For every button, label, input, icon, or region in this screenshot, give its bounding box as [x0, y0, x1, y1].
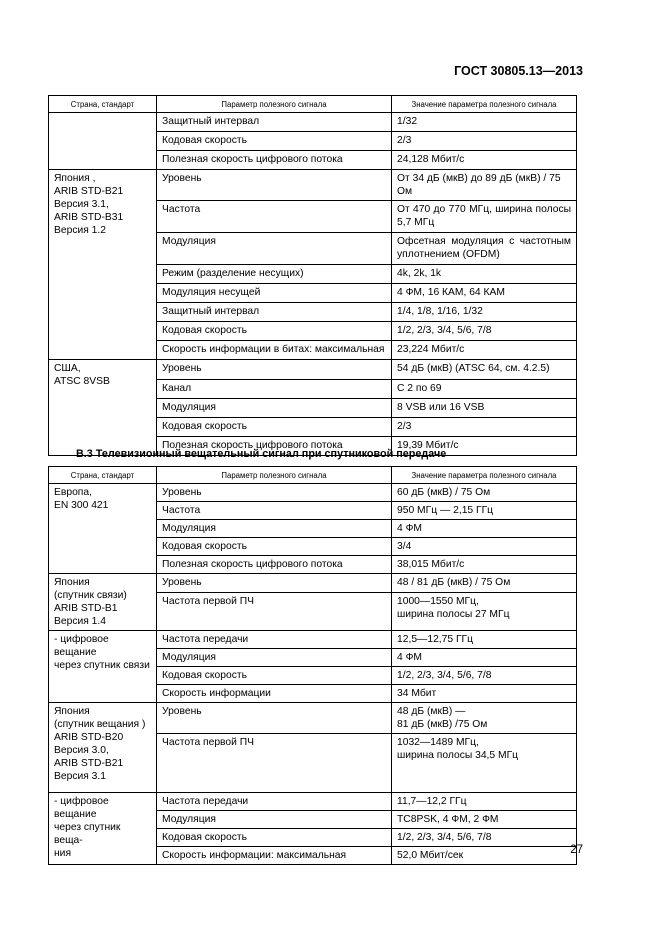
table-row — [49, 360, 577, 380]
value-cell: Офсетная модуляция с частотным уплотнением (OFDM) — [392, 233, 577, 265]
value-cell: 4k, 2k, 1k — [392, 265, 577, 284]
parameter-cell: Модуляция несущей — [157, 284, 392, 303]
value-cell: 48 дБ (мкВ) — 81 дБ (мкВ) /75 Ом — [392, 703, 577, 734]
value-cell: TC8PSK, 4 ФМ, 2 ФМ — [392, 811, 577, 829]
value-cell: От 34 дБ (мкВ) до 89 дБ (мкВ) / 75 Ом — [392, 170, 577, 201]
parameter-cell: Частота первой ПЧ — [157, 734, 392, 793]
parameter-cell: Модуляция — [157, 399, 392, 418]
table-header-row — [49, 96, 577, 113]
value-cell: 1/2, 2/3, 3/4, 5/6, 7/8 — [392, 829, 577, 847]
value-cell: 3/4 — [392, 538, 577, 556]
value-cell: 1/2, 2/3, 3/4, 5/6, 7/8 — [392, 322, 577, 341]
parameter-cell: Полезная скорость цифрового потока — [157, 437, 392, 456]
table-row — [49, 574, 577, 593]
parameter-cell: Канал — [157, 380, 392, 399]
table-row — [49, 631, 577, 649]
value-cell: 4 ФМ, 16 КАМ, 64 КАМ — [392, 284, 577, 303]
column-header: Значение параметра полезного сигнала — [392, 96, 577, 113]
value-cell: 950 МГц — 2,15 ГГц — [392, 502, 577, 520]
parameter-cell: Частота первой ПЧ — [157, 592, 392, 630]
value-cell: 2/3 — [392, 132, 577, 151]
section-title: В.3 Телевизионный вещательный сигнал при спутниковой передаче — [76, 448, 447, 460]
parameter-cell: Скорость информации — [157, 685, 392, 703]
parameter-cell: Кодовая скорость — [157, 132, 392, 151]
parameter-cell: Уровень — [157, 360, 392, 380]
parameter-cell: Модуляция — [157, 811, 392, 829]
parameter-cell: Защитный интервал — [157, 113, 392, 132]
parameter-cell: Кодовая скорость — [157, 667, 392, 685]
value-cell: 23,224 Мбит/с — [392, 341, 577, 360]
parameter-cell: Уровень — [157, 484, 392, 502]
value-cell: 11,7—12,2 ГГц — [392, 793, 577, 811]
value-cell: 2/3 — [392, 418, 577, 437]
satellite-signal-table — [48, 466, 577, 865]
value-cell: От 470 до 770 МГц, ширина полосы 5,7 МГц — [392, 201, 577, 233]
parameter-cell: Кодовая скорость — [157, 829, 392, 847]
parameter-cell: Частота — [157, 201, 392, 233]
parameter-cell: Частота передачи — [157, 631, 392, 649]
column-header: Страна, стандарт — [49, 96, 157, 113]
table-row — [49, 793, 577, 811]
parameter-cell: Защитный интервал — [157, 303, 392, 322]
value-cell: 1/4, 1/8, 1/16, 1/32 — [392, 303, 577, 322]
column-header: Значение параметра полезного сигнала — [392, 467, 577, 484]
table-row — [49, 113, 577, 132]
parameter-cell: Полезная скорость цифрового потока — [157, 556, 392, 574]
column-header: Страна, стандарт — [49, 467, 157, 484]
value-cell: 1/32 — [392, 113, 577, 132]
country-standard-cell: Япония (спутник связи) ARIB STD-B1 Версия 1.4 — [49, 574, 157, 631]
page-number: 27 — [570, 844, 583, 856]
parameter-cell: Частота передачи — [157, 793, 392, 811]
parameter-cell: Кодовая скорость — [157, 322, 392, 341]
parameter-cell: Кодовая скорость — [157, 538, 392, 556]
value-cell: 24,128 Мбит/с — [392, 151, 577, 170]
value-cell: 52,0 Мбит/сек — [392, 847, 577, 865]
parameter-cell: Скорость информации: максимальная — [157, 847, 392, 865]
table-row — [49, 170, 577, 201]
terrestrial-signal-table — [48, 95, 577, 456]
value-cell: 12,5—12,75 ГГц — [392, 631, 577, 649]
value-cell: 1000—1550 МГц, ширина полосы 27 МГц — [392, 592, 577, 630]
value-cell: 34 Мбит — [392, 685, 577, 703]
parameter-cell: Уровень — [157, 170, 392, 201]
document-code: ГОСТ 30805.13—2013 — [454, 64, 583, 78]
parameter-cell: Полезная скорость цифрового потока — [157, 151, 392, 170]
parameter-cell: Режим (разделение несущих) — [157, 265, 392, 284]
parameter-cell: Уровень — [157, 574, 392, 593]
country-standard-cell: Япония , ARIB STD-B21 Версия 3.1, ARIB STD-B31 Версия 1.2 — [49, 170, 157, 360]
value-cell: С 2 по 69 — [392, 380, 577, 399]
column-header: Параметр полезного сигнала — [157, 96, 392, 113]
parameter-cell: Уровень — [157, 703, 392, 734]
value-cell: 19,39 Мбит/с — [392, 437, 577, 456]
parameter-cell: Модуляция — [157, 520, 392, 538]
country-standard-cell: США, ATSC 8VSB — [49, 360, 157, 456]
parameter-cell: Скорость информации в битах: максимальная — [157, 341, 392, 360]
country-standard-cell: Япония (спутник вещания ) ARIB STD-B20 Версия 3.0, ARIB STD-B21 Версия 3.1 — [49, 703, 157, 793]
country-standard-cell: - цифровое вещание через спутник связи — [49, 631, 157, 703]
table-header-row — [49, 467, 577, 484]
value-cell: 8 VSB или 16 VSB — [392, 399, 577, 418]
table-row — [49, 484, 577, 502]
parameter-cell: Модуляция — [157, 233, 392, 265]
country-standard-cell — [49, 113, 157, 170]
value-cell: 60 дБ (мкВ) / 75 Ом — [392, 484, 577, 502]
value-cell: 1032—1489 МГц, ширина полосы 34,5 МГц — [392, 734, 577, 793]
value-cell: 4 ФМ — [392, 649, 577, 667]
value-cell: 54 дБ (мкВ) (ATSC 64, см. 4.2.5) — [392, 360, 577, 380]
country-standard-cell: - цифровое вещание через спутник веща- ния — [49, 793, 157, 865]
country-standard-cell: Европа, EN 300 421 — [49, 484, 157, 574]
value-cell: 48 / 81 дБ (мкВ) / 75 Ом — [392, 574, 577, 593]
parameter-cell: Частота — [157, 502, 392, 520]
value-cell: 4 ФМ — [392, 520, 577, 538]
value-cell: 1/2, 2/3, 3/4, 5/6, 7/8 — [392, 667, 577, 685]
table-row — [49, 703, 577, 734]
column-header: Параметр полезного сигнала — [157, 467, 392, 484]
parameter-cell: Кодовая скорость — [157, 418, 392, 437]
parameter-cell: Модуляция — [157, 649, 392, 667]
value-cell: 38,015 Мбит/с — [392, 556, 577, 574]
